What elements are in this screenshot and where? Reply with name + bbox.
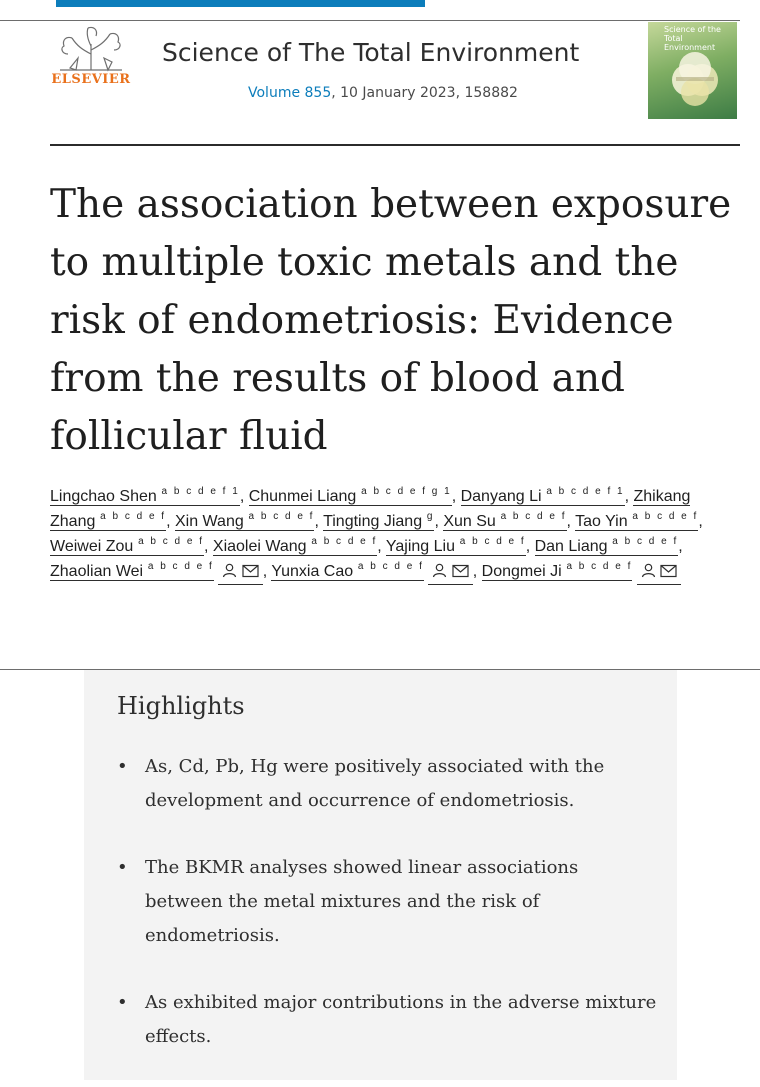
- author-separator: ,: [678, 538, 683, 555]
- author-link[interactable]: [50, 563, 214, 581]
- author-link[interactable]: [271, 563, 424, 581]
- author-name: Tingting Jiang: [323, 513, 423, 530]
- author-link[interactable]: [323, 513, 434, 531]
- person-icon: [432, 563, 447, 580]
- author-affiliations: a b c d e f 1: [156, 486, 240, 497]
- author-name: Tao Yin: [575, 513, 628, 530]
- author-name: Zhikang Zhang: [50, 488, 691, 530]
- author-separator: ,: [377, 538, 386, 555]
- author-link[interactable]: [175, 513, 314, 531]
- author-separator: ,: [239, 488, 249, 505]
- cover-title: Science of the Total Environment: [664, 25, 721, 52]
- author-separator: ,: [451, 488, 461, 505]
- author-name: Yajing Liu: [385, 538, 455, 555]
- corresponding-author-icons[interactable]: [218, 559, 262, 585]
- author-name: Xin Wang: [174, 513, 244, 530]
- author-name: Danyang Li: [460, 488, 542, 505]
- author-affiliations: a b c d e f: [607, 536, 679, 547]
- highlight-text: As, Cd, Pb, Hg were positively associated with the development and occurrence of endometriosis.: [145, 756, 605, 811]
- highlight-text: The BKMR analyses showed linear associations between the metal mixtures and the risk of endometriosis.: [145, 857, 579, 946]
- author-link[interactable]: [249, 488, 452, 506]
- publisher-name: ELSEVIER: [51, 72, 131, 87]
- author-affiliations: a b c d e f: [95, 511, 167, 522]
- person-icon: [641, 563, 656, 580]
- author-name: Yunxia Cao: [271, 563, 354, 580]
- mail-icon: [242, 563, 259, 580]
- article-title: The association between exposure to multiple toxic metals and the risk of endometriosis: Evidence from the results of blood and follicular fluid: [50, 182, 732, 459]
- volume-link[interactable]: Volume 855: [248, 85, 332, 101]
- author-name: Chunmei Liang: [248, 488, 357, 505]
- journal-title[interactable]: Science of The Total Environment: [162, 38, 580, 67]
- author-affiliations: a b c d e f g 1: [356, 486, 452, 497]
- author-link[interactable]: [575, 513, 698, 531]
- author-affiliations: a b c d e f: [133, 536, 204, 547]
- corresponding-author-icons[interactable]: [428, 559, 472, 585]
- author-affiliations: a b c d e f: [561, 561, 633, 572]
- author-name: Dongmei Ji: [481, 563, 562, 580]
- author-link[interactable]: [482, 563, 633, 581]
- author-separator: ,: [472, 563, 482, 580]
- highlight-text: As exhibited major contributions in the adverse mixture effects.: [145, 992, 657, 1047]
- author-name: Weiwei Zou: [50, 538, 134, 555]
- author-separator: ,: [624, 488, 634, 505]
- author-affiliations: a b c d e f 1: [541, 486, 625, 497]
- author-name: Xun Su: [443, 513, 496, 530]
- author-separator: ,: [166, 513, 175, 530]
- author-name: Zhaolian Wei: [50, 563, 144, 580]
- top-divider: [0, 20, 740, 21]
- author-name: Xiaolei Wang: [212, 538, 307, 555]
- author-affiliations: a b c d e f: [143, 561, 214, 572]
- author-affiliations: a b c d e f: [627, 511, 699, 522]
- author-affiliations: a b c d e f: [306, 536, 378, 547]
- bullet-icon: •: [117, 992, 128, 1013]
- bullet-icon: •: [117, 756, 128, 777]
- journal-cover-thumbnail[interactable]: [648, 22, 737, 119]
- author-affiliations: a b c d e f: [454, 536, 526, 547]
- author-affiliations: a b c d e f: [243, 511, 315, 522]
- issue-info: [248, 85, 518, 101]
- author-link[interactable]: [213, 538, 377, 556]
- author-list: [50, 484, 740, 585]
- author-link[interactable]: [535, 538, 679, 556]
- author-link[interactable]: [386, 538, 526, 556]
- highlights-box: [84, 670, 677, 1080]
- highlight-item: [117, 986, 657, 1054]
- author-affiliations: g: [422, 511, 435, 522]
- author-link[interactable]: [50, 538, 204, 556]
- highlights-list: [117, 750, 657, 1087]
- top-accent-bar: [56, 0, 425, 7]
- author-separator: ,: [698, 513, 703, 530]
- author-separator: ,: [566, 513, 576, 530]
- author-name: Lingchao Shen: [50, 488, 157, 505]
- author-separator: ,: [434, 513, 444, 530]
- header-divider: [50, 144, 740, 146]
- person-icon: [222, 563, 237, 580]
- author-affiliations: a b c d e f: [353, 561, 424, 572]
- author-affiliations: a b c d e f: [495, 511, 567, 522]
- author-separator: ,: [314, 513, 324, 530]
- highlight-item: [117, 750, 657, 818]
- author-link[interactable]: [50, 488, 240, 506]
- mail-icon: [660, 563, 677, 580]
- issue-date: , 10 January 2023, 158882: [331, 85, 518, 101]
- bullet-icon: •: [117, 857, 128, 878]
- corresponding-author-icons[interactable]: [637, 559, 681, 585]
- highlights-heading: Highlights: [117, 692, 245, 720]
- author-link[interactable]: [443, 513, 566, 531]
- author-link[interactable]: [461, 488, 625, 506]
- mail-icon: [452, 563, 469, 580]
- highlight-item: [117, 851, 657, 953]
- author-separator: ,: [262, 563, 272, 580]
- author-separator: ,: [525, 538, 535, 555]
- author-name: Dan Liang: [534, 538, 608, 555]
- author-separator: ,: [204, 538, 213, 555]
